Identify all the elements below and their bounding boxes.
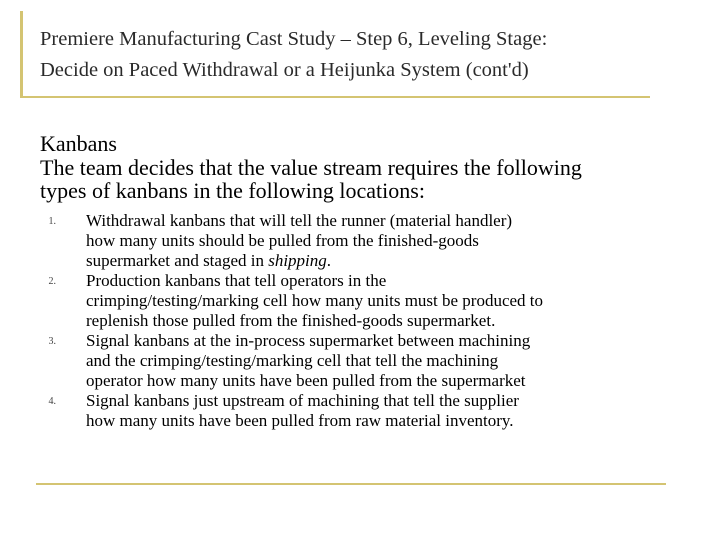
list-item-line: Production kanbans that tell operators in the xyxy=(86,271,387,290)
list-item-line: replenish those pulled from the finished-goods supermarket. xyxy=(86,311,496,330)
list-item-number: 1. xyxy=(48,216,56,227)
list-item-line: operator how many units have been pulled from the supermarket xyxy=(86,371,526,390)
list-item-line xyxy=(86,251,680,271)
list-item-emphasis: shipping xyxy=(268,251,327,270)
list-item-line: how many units have been pulled from raw material inventory. xyxy=(86,411,514,430)
intro-line-1: The team decides that the value stream requires the following xyxy=(40,155,582,180)
list-item-line: and the crimping/testing/marking cell that tell the machining xyxy=(86,351,499,370)
footer-accent-horizontal-rule xyxy=(36,483,666,485)
title-accent-vertical-rule xyxy=(20,11,23,96)
list-item-line: Signal kanbans at the in-process supermarket between machining xyxy=(86,331,531,350)
list-item-line: how many units should be pulled from the finished-goods xyxy=(86,231,479,250)
title-accent-horizontal-rule xyxy=(20,96,650,98)
list-item-text: . xyxy=(326,251,332,270)
list-item-number: 3. xyxy=(48,336,56,347)
slide-title-line-1: Premiere Manufacturing Cast Study – Step 6, Leveling Stage: xyxy=(40,28,548,50)
list-item-number: 4. xyxy=(48,396,56,407)
list-item xyxy=(40,331,680,391)
list-item xyxy=(40,391,680,431)
list-item-line: crimping/testing/marking cell how many units must be produced to xyxy=(86,291,544,310)
slide-title xyxy=(40,24,700,86)
intro-paragraph xyxy=(40,156,700,202)
list-item xyxy=(40,271,680,331)
section-heading: Kanbans xyxy=(40,131,117,156)
list-item-line: Signal kanbans just upstream of machining that tell the supplier xyxy=(86,391,519,410)
list-item-line: Withdrawal kanbans that will tell the runner (material handler) xyxy=(86,211,513,230)
kanban-types-list xyxy=(40,211,680,431)
list-item xyxy=(40,211,680,271)
slide-title-line-2: Decide on Paced Withdrawal or a Heijunka System (cont'd) xyxy=(40,59,529,81)
list-item-number: 2. xyxy=(48,276,56,287)
intro-line-2: types of kanbans in the following locations: xyxy=(40,178,425,203)
list-item-text: supermarket and staged in xyxy=(86,251,269,270)
